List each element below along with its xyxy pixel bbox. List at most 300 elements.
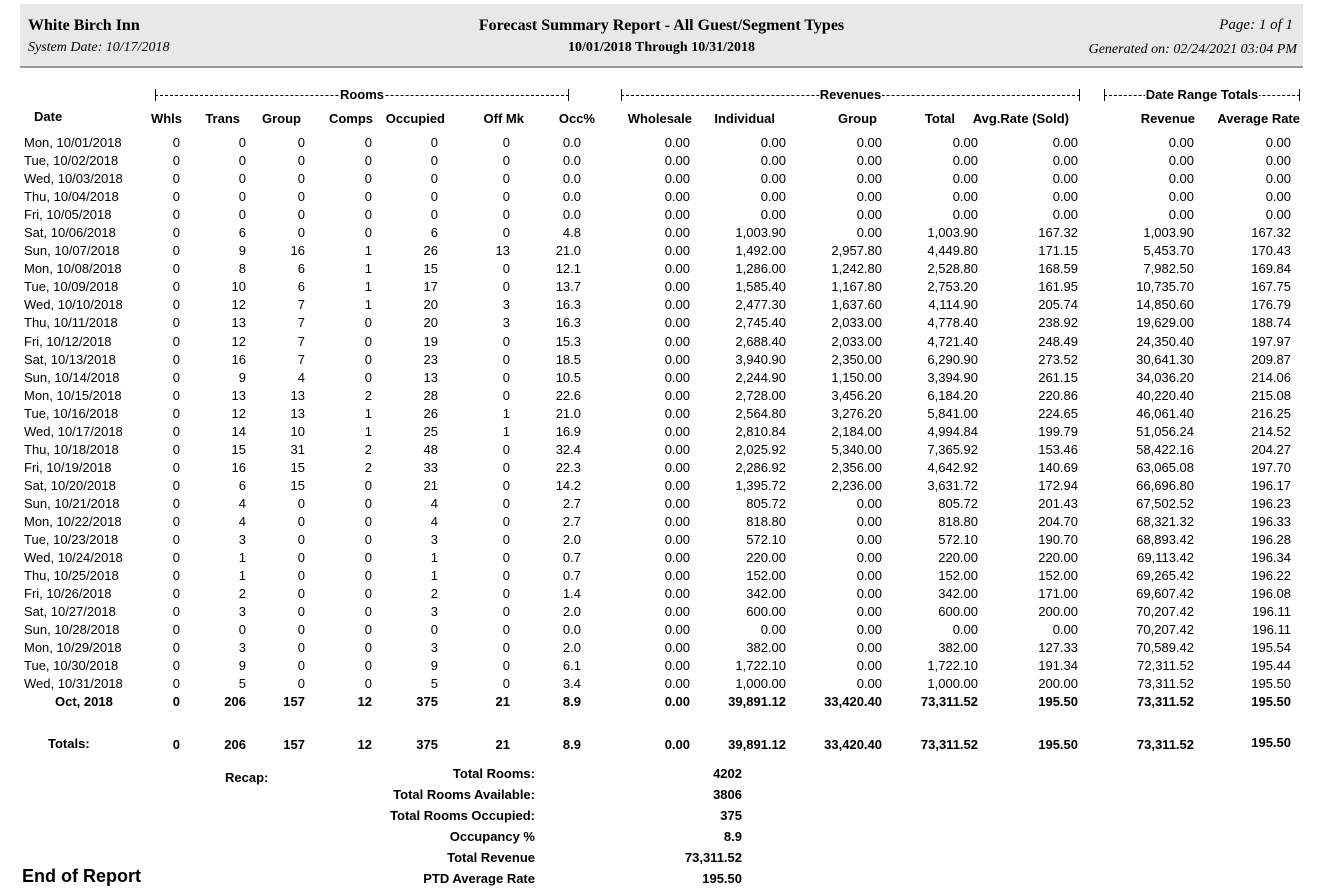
cell-date: Thu, 10/18/2018 <box>24 441 119 457</box>
cell-off-mk: 0 <box>502 459 510 475</box>
cell-comps: 2 <box>364 387 372 403</box>
cell-wholesale: 0.00 <box>664 676 690 692</box>
cell-occupied: 3 <box>430 532 438 548</box>
cell-off-mk: 0 <box>502 550 510 566</box>
cell-whls: 0 <box>172 225 180 241</box>
cell-occ-pct: 2.0 <box>562 640 581 656</box>
cell-date: Wed, 10/17/2018 <box>24 423 123 439</box>
cell-wholesale: 0.00 <box>664 243 690 259</box>
cell-rev-group: 0.00 <box>856 171 882 187</box>
cell-wholesale: 0.00 <box>664 225 690 241</box>
cell-rev-group: 2,957.80 <box>831 243 882 259</box>
cell-total: 5,841.00 <box>927 405 978 421</box>
total-trans: 206 <box>224 737 246 752</box>
table-row <box>0 134 1319 152</box>
cell-occ-pct: 6.1 <box>562 658 581 674</box>
cell-off-mk: 0 <box>502 586 510 602</box>
cell-range-revenue: 67,502.52 <box>1136 495 1194 511</box>
cell-occupied: 9 <box>430 658 438 674</box>
cell-range-avg-rate: 214.52 <box>1251 423 1291 439</box>
cell-off-mk: 0 <box>502 477 510 493</box>
table-row <box>0 639 1319 657</box>
cell-off-mk: 0 <box>502 387 510 403</box>
cell-total: 0.00 <box>952 153 978 169</box>
cell-whls: 0 <box>172 550 180 566</box>
cell-off-mk: 0 <box>502 153 510 169</box>
cell-occ-pct: 2.7 <box>562 495 581 511</box>
cell-individual: 2,745.40 <box>735 315 786 331</box>
cell-comps: 0 <box>364 153 372 169</box>
cell-occupied: 2 <box>430 586 438 602</box>
cell-comps: 0 <box>364 171 372 187</box>
cell-off-mk: 0 <box>502 207 510 223</box>
cell-whls: 0 <box>172 135 180 150</box>
cell-comps: 0 <box>364 604 372 620</box>
cell-trans: 3 <box>238 604 246 620</box>
cell-occupied: 0 <box>430 189 438 205</box>
recap-value: 195.50 <box>702 871 742 886</box>
cell-individual: 0.00 <box>760 153 786 169</box>
cell-total: 7,365.92 <box>927 441 978 457</box>
cell-date: Tue, 10/09/2018 <box>24 279 119 295</box>
cell-comps: 1 <box>364 405 372 421</box>
cell-range-avg-rate: 195.50 <box>1251 694 1291 710</box>
cell-occ-pct: 0.7 <box>562 550 581 566</box>
cell-avg-rate: 224.65 <box>1038 405 1078 421</box>
cell-whls: 0 <box>172 586 180 602</box>
cell-occ-pct: 0.0 <box>562 189 581 205</box>
cell-wholesale: 0.00 <box>664 279 690 295</box>
cell-whls: 0 <box>172 243 180 259</box>
cell-off-mk: 0 <box>502 532 510 548</box>
cell-total: 572.10 <box>938 532 978 548</box>
cell-rev-group: 1,242.80 <box>831 261 882 277</box>
cell-avg-rate: 238.92 <box>1038 315 1078 331</box>
cell-individual: 1,722.10 <box>735 658 786 674</box>
cell-comps: 0 <box>364 568 372 584</box>
cell-wholesale: 0.00 <box>664 622 690 638</box>
cell-occupied: 19 <box>423 333 438 349</box>
cell-range-revenue: 51,056.24 <box>1136 423 1194 439</box>
total-wholesale: 0.00 <box>664 737 690 752</box>
total-individual: 39,891.12 <box>728 737 786 752</box>
cell-avg-rate: 161.95 <box>1038 279 1078 295</box>
cell-individual: 2,688.40 <box>735 333 786 349</box>
report-date-range: 10/01/2018 Through 10/31/2018 <box>568 40 755 55</box>
cell-individual: 1,003.90 <box>735 225 786 241</box>
table-row <box>0 206 1319 224</box>
cell-total: 805.72 <box>938 495 978 511</box>
cell-avg-rate: 0.00 <box>1052 171 1078 187</box>
cell-comps: 0 <box>364 333 372 349</box>
cell-wholesale: 0.00 <box>664 550 690 566</box>
cell-off-mk: 0 <box>502 135 510 150</box>
table-row <box>0 387 1319 405</box>
col-header-whls: Whls <box>150 111 182 126</box>
cell-group: 7 <box>297 333 305 349</box>
cell-occ-pct: 13.7 <box>555 279 581 295</box>
cell-date: Sat, 10/06/2018 <box>24 225 116 241</box>
cell-wholesale: 0.00 <box>664 640 690 656</box>
cell-wholesale: 0.00 <box>664 532 690 548</box>
cell-rev-group: 0.00 <box>856 532 882 548</box>
cell-rev-group: 0.00 <box>856 225 882 241</box>
recap-label: Total Rooms Occupied: <box>390 808 535 823</box>
col-header-off-mk: Off Mk <box>483 111 524 126</box>
cell-comps: 12 <box>357 694 372 710</box>
cell-rev-group: 0.00 <box>856 207 882 223</box>
col-header-wholesale: Wholesale <box>627 111 692 126</box>
cell-group: 7 <box>297 351 305 367</box>
cell-range-avg-rate: 216.25 <box>1251 405 1291 421</box>
cell-individual: 220.00 <box>746 550 786 566</box>
cell-occupied: 21 <box>423 477 438 493</box>
cell-comps: 0 <box>364 586 372 602</box>
cell-wholesale: 0.00 <box>664 315 690 331</box>
cell-comps: 2 <box>364 441 372 457</box>
cell-individual: 0.00 <box>760 622 786 638</box>
cell-occ-pct: 32.4 <box>555 441 581 457</box>
cell-range-avg-rate: 196.17 <box>1251 477 1291 493</box>
cell-comps: 0 <box>364 622 372 638</box>
group-revenues <box>621 87 1080 103</box>
cell-total: 4,778.40 <box>927 315 978 331</box>
cell-trans: 5 <box>238 676 246 692</box>
cell-total: 0.00 <box>952 207 978 223</box>
cell-individual: 2,477.30 <box>735 297 786 313</box>
table-row <box>0 188 1319 206</box>
cell-range-avg-rate: 167.75 <box>1251 279 1291 295</box>
cell-off-mk: 0 <box>502 225 510 241</box>
cell-avg-rate: 0.00 <box>1052 207 1078 223</box>
cell-group: 0 <box>297 135 305 150</box>
cell-date: Fri, 10/26/2018 <box>24 586 112 602</box>
table-row <box>0 621 1319 639</box>
table-row <box>0 296 1319 314</box>
col-header-date: Date <box>34 109 63 124</box>
cell-range-revenue: 30,641.30 <box>1136 351 1194 367</box>
cell-date: Oct, 2018 <box>55 694 113 710</box>
cell-range-revenue: 5,453.70 <box>1143 243 1194 259</box>
cell-trans: 12 <box>231 333 246 349</box>
total-whls: 0 <box>172 737 180 752</box>
cell-range-avg-rate: 215.08 <box>1251 387 1291 403</box>
cell-avg-rate: 140.69 <box>1038 459 1078 475</box>
cell-occupied: 26 <box>423 243 438 259</box>
cell-occupied: 20 <box>423 315 438 331</box>
cell-individual: 1,000.00 <box>735 676 786 692</box>
report-title: Forecast Summary Report - All Guest/Segment Types <box>478 17 845 34</box>
cell-total: 342.00 <box>938 586 978 602</box>
cell-rev-group: 2,350.00 <box>831 351 882 367</box>
cell-range-revenue: 0.00 <box>1168 153 1194 169</box>
cell-whls: 0 <box>172 207 180 223</box>
cell-group: 15 <box>290 459 305 475</box>
recap-value: 8.9 <box>723 829 742 844</box>
cell-avg-rate: 273.52 <box>1038 351 1078 367</box>
cell-range-revenue: 66,696.80 <box>1136 477 1194 493</box>
cell-comps: 0 <box>364 189 372 205</box>
cell-trans: 4 <box>238 495 246 511</box>
cell-comps: 0 <box>364 640 372 656</box>
cell-individual: 0.00 <box>760 171 786 187</box>
cell-occ-pct: 15.3 <box>555 333 581 349</box>
cell-off-mk: 21 <box>495 694 510 710</box>
total-group: 157 <box>283 737 305 752</box>
cell-off-mk: 0 <box>502 604 510 620</box>
cell-avg-rate: 201.43 <box>1038 495 1078 511</box>
cell-individual: 0.00 <box>760 135 786 150</box>
cell-occ-pct: 0.0 <box>562 135 581 150</box>
cell-off-mk: 0 <box>502 622 510 638</box>
cell-individual: 1,585.40 <box>735 279 786 295</box>
cell-avg-rate: 168.59 <box>1038 261 1078 277</box>
cell-range-revenue: 14,850.60 <box>1136 297 1194 313</box>
total-rev-group: 33,420.40 <box>824 737 882 752</box>
cell-individual: 600.00 <box>746 604 786 620</box>
recap-value: 73,311.52 <box>684 850 742 865</box>
cell-avg-rate: 261.15 <box>1038 369 1078 385</box>
col-header-avg-rate: Avg.Rate (Sold) <box>972 111 1069 126</box>
cell-group: 0 <box>297 622 305 638</box>
table-row <box>0 495 1319 513</box>
subtotal-row <box>0 693 1319 711</box>
cell-total: 0.00 <box>952 171 978 187</box>
total-avg-rate: 195.50 <box>1038 737 1078 752</box>
cell-comps: 0 <box>364 676 372 692</box>
cell-occupied: 33 <box>423 459 438 475</box>
table-row <box>0 585 1319 603</box>
cell-date: Tue, 10/23/2018 <box>24 532 119 548</box>
total-occupied: 375 <box>416 737 438 752</box>
cell-comps: 0 <box>364 315 372 331</box>
cell-total: 4,114.90 <box>928 297 978 313</box>
cell-occupied: 3 <box>430 640 438 656</box>
cell-comps: 0 <box>364 351 372 367</box>
cell-whls: 0 <box>172 153 180 169</box>
cell-whls: 0 <box>172 477 180 493</box>
cell-range-revenue: 70,589.42 <box>1136 640 1194 656</box>
cell-occupied: 0 <box>430 153 438 169</box>
cell-occ-pct: 8.9 <box>562 694 581 710</box>
cell-whls: 0 <box>172 279 180 295</box>
cell-total: 4,449.80 <box>927 243 978 259</box>
table-row <box>0 657 1319 675</box>
page-number: Page: 1 of 1 <box>1219 17 1293 33</box>
cell-individual: 2,244.90 <box>735 369 786 385</box>
cell-avg-rate: 0.00 <box>1052 622 1078 638</box>
cell-range-revenue: 34,036.20 <box>1136 369 1194 385</box>
cell-comps: 0 <box>364 532 372 548</box>
cell-occ-pct: 1.4 <box>562 586 581 602</box>
cell-trans: 10 <box>231 279 246 295</box>
cell-date: Tue, 10/16/2018 <box>24 405 119 421</box>
cell-trans: 13 <box>231 315 246 331</box>
cell-occupied: 4 <box>430 513 438 529</box>
table-row <box>0 441 1319 459</box>
cell-off-mk: 13 <box>495 243 510 259</box>
cell-total: 0.00 <box>952 135 978 150</box>
cell-off-mk: 1 <box>502 423 510 439</box>
cell-date: Sun, 10/07/2018 <box>24 243 120 259</box>
cell-occ-pct: 10.5 <box>555 369 581 385</box>
cell-date: Thu, 10/25/2018 <box>24 568 119 584</box>
cell-individual: 572.10 <box>746 532 786 548</box>
cell-occupied: 3 <box>430 604 438 620</box>
cell-whls: 0 <box>172 694 180 710</box>
cell-range-avg-rate: 169.84 <box>1251 261 1291 277</box>
cell-total: 6,184.20 <box>927 387 978 403</box>
cell-comps: 0 <box>364 495 372 511</box>
group-revenues-label: Revenues <box>819 87 882 102</box>
cell-off-mk: 0 <box>502 333 510 349</box>
cell-group: 0 <box>297 550 305 566</box>
cell-trans: 9 <box>238 243 246 259</box>
table-row <box>0 549 1319 567</box>
cell-individual: 2,810.84 <box>735 423 786 439</box>
cell-range-avg-rate: 176.79 <box>1251 297 1291 313</box>
cell-trans: 2 <box>238 586 246 602</box>
cell-total: 220.00 <box>938 550 978 566</box>
cell-group: 0 <box>297 513 305 529</box>
col-header-range-revenue: Revenue <box>1140 111 1195 126</box>
cell-range-revenue: 0.00 <box>1168 135 1194 150</box>
cell-date: Mon, 10/15/2018 <box>24 387 122 403</box>
cell-rev-group: 0.00 <box>856 550 882 566</box>
cell-trans: 3 <box>238 640 246 656</box>
cell-rev-group: 2,356.00 <box>831 459 882 475</box>
cell-total: 1,722.10 <box>927 658 978 674</box>
cell-occupied: 0 <box>430 135 438 150</box>
cell-trans: 3 <box>238 532 246 548</box>
cell-group: 4 <box>297 369 305 385</box>
col-header-range-avg-rate: Average Rate <box>1217 111 1300 126</box>
cell-avg-rate: 171.15 <box>1038 243 1078 259</box>
cell-trans: 14 <box>231 423 246 439</box>
report-header <box>20 4 1303 68</box>
cell-off-mk: 0 <box>502 513 510 529</box>
cell-range-avg-rate: 214.06 <box>1251 369 1291 385</box>
cell-off-mk: 0 <box>502 441 510 457</box>
cell-wholesale: 0.00 <box>664 351 690 367</box>
cell-trans: 206 <box>224 694 246 710</box>
cell-whls: 0 <box>172 171 180 187</box>
cell-range-revenue: 0.00 <box>1168 189 1194 205</box>
cell-wholesale: 0.00 <box>664 658 690 674</box>
cell-trans: 9 <box>238 658 246 674</box>
cell-individual: 3,940.90 <box>735 351 786 367</box>
cell-whls: 0 <box>172 369 180 385</box>
cell-range-avg-rate: 196.11 <box>1252 622 1291 638</box>
cell-wholesale: 0.00 <box>664 297 690 313</box>
cell-date: Wed, 10/03/2018 <box>24 171 123 187</box>
cell-date: Sun, 10/28/2018 <box>24 622 120 638</box>
cell-off-mk: 0 <box>502 189 510 205</box>
cell-range-revenue: 68,321.32 <box>1136 513 1194 529</box>
cell-range-revenue: 24,350.40 <box>1136 333 1194 349</box>
cell-rev-group: 0.00 <box>856 189 882 205</box>
cell-group: 0 <box>297 604 305 620</box>
group-rooms-label: Rooms <box>339 87 385 102</box>
cell-group: 0 <box>297 171 305 187</box>
cell-whls: 0 <box>172 189 180 205</box>
cell-range-avg-rate: 196.28 <box>1251 532 1291 548</box>
cell-whls: 0 <box>172 532 180 548</box>
cell-range-revenue: 19,629.00 <box>1136 315 1194 331</box>
cell-rev-group: 1,150.00 <box>831 369 882 385</box>
cell-trans: 0 <box>238 171 246 187</box>
cell-whls: 0 <box>172 441 180 457</box>
cell-comps: 0 <box>364 658 372 674</box>
col-header-trans: Trans <box>205 111 240 126</box>
cell-individual: 1,492.00 <box>735 243 786 259</box>
cell-avg-rate: 0.00 <box>1052 189 1078 205</box>
cell-whls: 0 <box>172 405 180 421</box>
table-row <box>0 260 1319 278</box>
cell-range-revenue: 0.00 <box>1168 207 1194 223</box>
cell-trans: 8 <box>238 261 246 277</box>
cell-avg-rate: 195.50 <box>1038 694 1078 710</box>
cell-occ-pct: 2.0 <box>562 604 581 620</box>
table-row <box>0 603 1319 621</box>
cell-rev-group: 0.00 <box>856 135 882 150</box>
cell-total: 1,003.90 <box>927 225 978 241</box>
table-row <box>0 513 1319 531</box>
cell-range-avg-rate: 209.87 <box>1251 351 1291 367</box>
cell-date: Fri, 10/05/2018 <box>24 207 112 223</box>
recap-label: Total Rooms: <box>452 766 535 781</box>
cell-rev-group: 2,236.00 <box>831 477 882 493</box>
cell-occupied: 15 <box>423 261 438 277</box>
cell-range-avg-rate: 196.34 <box>1251 550 1291 566</box>
cell-avg-rate: 191.34 <box>1038 658 1078 674</box>
cell-comps: 0 <box>364 513 372 529</box>
cell-trans: 0 <box>238 189 246 205</box>
recap-value: 4202 <box>713 766 742 781</box>
cell-whls: 0 <box>172 658 180 674</box>
cell-group: 15 <box>290 477 305 493</box>
column-headers <box>0 111 1319 129</box>
cell-wholesale: 0.00 <box>664 513 690 529</box>
group-date-range <box>1104 87 1300 103</box>
cell-trans: 13 <box>231 387 246 403</box>
cell-whls: 0 <box>172 676 180 692</box>
cell-rev-group: 0.00 <box>856 658 882 674</box>
cell-off-mk: 0 <box>502 279 510 295</box>
cell-date: Mon, 10/01/2018 <box>24 135 122 150</box>
cell-total: 152.00 <box>938 568 978 584</box>
cell-wholesale: 0.00 <box>664 441 690 457</box>
cell-comps: 0 <box>364 369 372 385</box>
table-row <box>0 152 1319 170</box>
cell-group: 6 <box>297 279 305 295</box>
cell-date: Sat, 10/20/2018 <box>24 477 116 493</box>
cell-occ-pct: 21.0 <box>555 243 581 259</box>
cell-avg-rate: 190.70 <box>1038 532 1078 548</box>
cell-rev-group: 2,033.00 <box>831 333 882 349</box>
system-date: System Date: 10/17/2018 <box>28 40 170 55</box>
cell-trans: 6 <box>238 477 246 493</box>
cell-range-avg-rate: 170.43 <box>1251 243 1291 259</box>
cell-trans: 0 <box>238 153 246 169</box>
cell-occupied: 13 <box>423 369 438 385</box>
cell-group: 0 <box>297 207 305 223</box>
cell-avg-rate: 0.00 <box>1052 135 1078 150</box>
cell-individual: 39,891.12 <box>728 694 786 710</box>
cell-whls: 0 <box>172 423 180 439</box>
cell-range-revenue: 73,311.52 <box>1136 694 1194 710</box>
cell-total: 0.00 <box>952 189 978 205</box>
